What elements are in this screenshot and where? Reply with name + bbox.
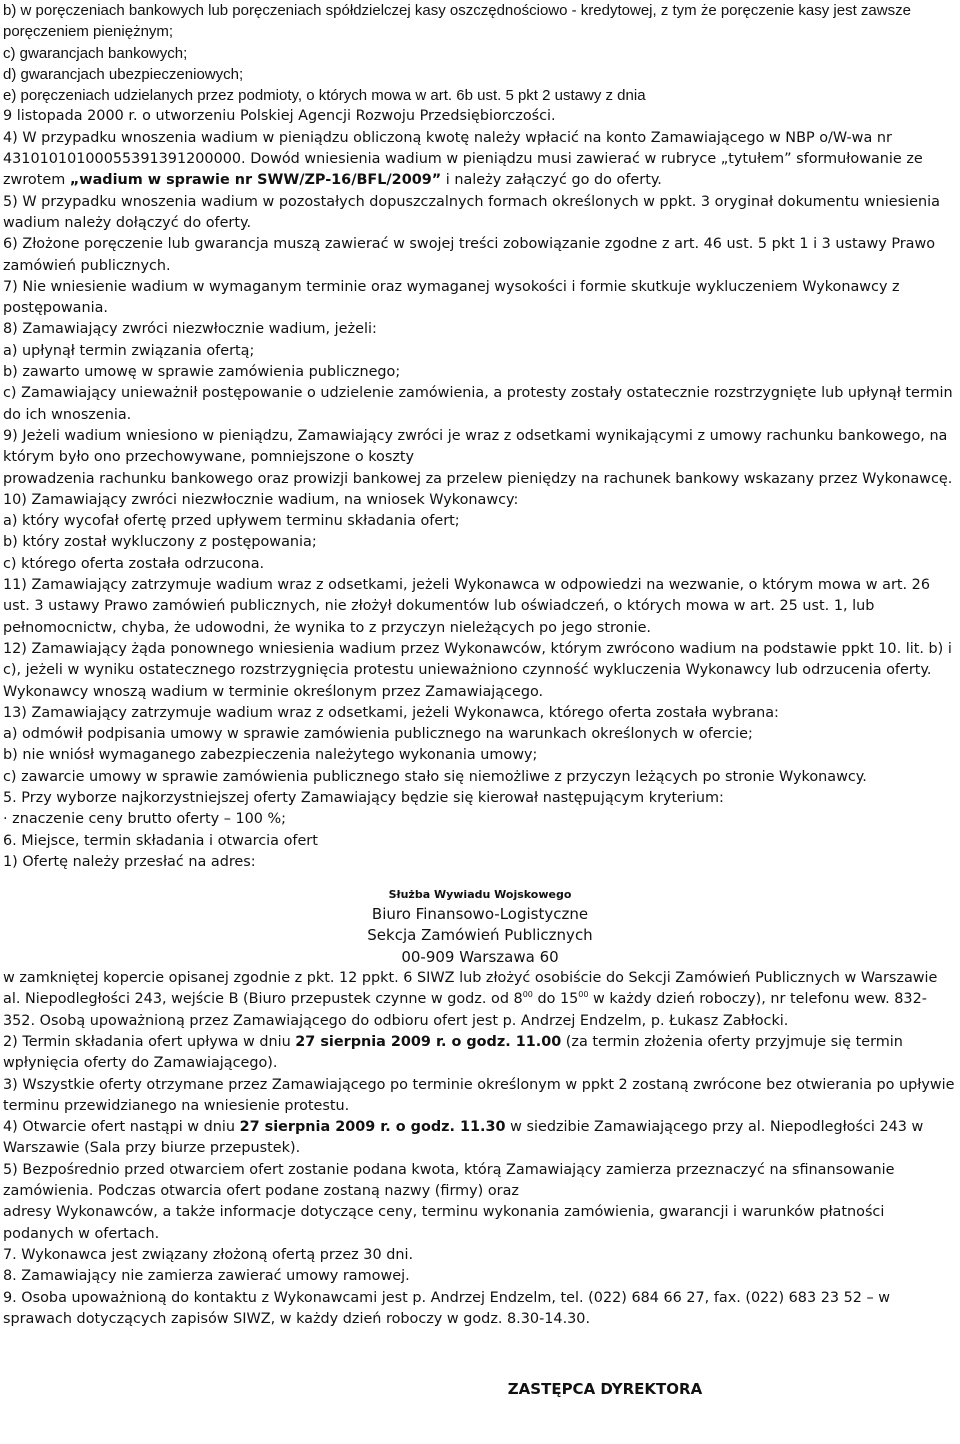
para-8a: a) upłynął termin związania ofertą; <box>3 342 255 359</box>
para-7: 7) Nie wniesienie wadium w wymaganym terminie oraz wymaganej wysokości i formie skutkuje wykluczeniem Wykonawcy z postępowania. <box>3 278 900 317</box>
deadline-date-bold: 27 sierpnia 2009 r. o godz. 11.00 <box>295 1033 562 1050</box>
para-9-cont: prowadzenia rachunku bankowego oraz prowizji bankowej za przelew pieniędzy na rachunek bankowy wskazany przez Wykonawcę. <box>3 470 953 487</box>
deadline-item <box>3 1032 957 1075</box>
wadium-title-bold: „wadium w sprawie nr SWW/ZP-16/BFL/2009” <box>69 172 442 189</box>
address-line-2: Sekcja Zamówień Publicznych <box>367 926 593 945</box>
address-line-1: Biuro Finansowo-Logistyczne <box>371 905 589 924</box>
section-9: 9. Osoba upoważnioną do kontaktu z Wykonawcami jest p. Andrzej Endzelm, tel. (022) 684 66 27, fax. (022) 683 23 52 – w sprawach dotyczących zapisów SIWZ, w każdy dzień roboczy w godz. 8.30-14.30. <box>3 1289 891 1327</box>
para-12: 12) Zamawiający żąda ponownego wniesienia wadium przez Wykonawców, którym zwrócono wadium na podstawie ppkt 10. lit. b) i c), jeżeli w wyniku ostatecznego rozstrzygnięcia protestu unieważniono czynność wykluczenia Wykonawcy lub odrzucenia oferty. Wykonawcy wnoszą wadium w terminie określonym przez Zamawiającego. <box>3 640 952 700</box>
section-8: 8. Zamawiający nie zamierza zawierać umowy ramowej. <box>3 1268 410 1285</box>
para-4-text: 4) W przypadku wnoszenia wadium w pieniądzu obliczoną kwotę należy wpłacić na konto Zamawiającego w NBP o/W-wa nr 43101010100055391391200000. Dowód wniesienia wadium w pieniądzu musi zawierać w rubryce „tytułem” sformułowanie ze zwrotem <box>3 129 923 189</box>
amount-item: 5) Bezpośrednio przed otwarciem ofert zostanie podana kwota, którą Zamawiający zamierza przeznaczyć na sfinansowanie zamówienia. Podczas otwarcia ofert podane zostaną nazwy (firmy) oraz <box>3 1161 895 1200</box>
para-c: c) gwarancjach bankowych; <box>3 44 188 62</box>
para-b: b) w poręczeniach bankowych lub poręczeniach spółdzielczej kasy oszczędnościowo - kredytowej, z tym że poręczenie kasy jest zawsze poręczeniem pieniężnym; <box>3 2 911 41</box>
opening-text: 4) Otwarcie ofert nastąpi w dniu <box>3 1119 240 1136</box>
para-8: 8) Zamawiający zwróci niezwłocznie wadium, jeżeli: <box>3 321 377 338</box>
deadline-tail: (za termin złożenia oferty przyjmuje się termin wpłynięcia oferty do Zamawiającego). <box>3 1033 903 1072</box>
section-6-heading: 6. Miejsce, termin składania i otwarcia ofert <box>3 832 318 849</box>
address-block <box>3 885 957 968</box>
deadline-text: 2) Termin składania ofert upływa w dniu <box>3 1033 296 1050</box>
para-10a: a) który wycofał ofertę przed upływem terminu składania ofert; <box>3 513 460 530</box>
envelope-instructions <box>3 968 957 1032</box>
para-8c: c) Zamawiający unieważnił postępowanie o udzielenie zamówienia, a protesty zostały ostatecznie rozstrzygnięte lub upłynął termin do ich wnoszenia. <box>3 385 953 423</box>
para-d: d) gwarancjach ubezpieczeniowych; <box>3 65 244 83</box>
amount-item-cont: adresy Wykonawców, a także informacje dotyczące ceny, terminu wykonania zamówienia, gwarancji i warunków płatności podanych w ofertach. <box>3 1204 885 1242</box>
hour-sup-open: 00 <box>522 990 533 1000</box>
para-4-tail: i należy załączyć go do oferty. <box>441 172 662 189</box>
para-5: 5) W przypadku wnoszenia wadium w pozostałych dopuszczalnych formach określonych w ppkt. 3 oryginał dokumentu wniesienia wadium należy dołączyć do oferty. <box>3 193 940 231</box>
opening-date-bold: 27 sierpnia 2009 r. o godz. 11.30 <box>239 1119 506 1136</box>
para-10: 10) Zamawiający zwróci niezwłocznie wadium, na wniosek Wykonawcy: <box>3 491 519 508</box>
para-8b: b) zawarto umowę w sprawie zamówienia publicznego; <box>3 364 401 381</box>
para-13b: b) nie wniósł wymaganego zabezpieczenia należytego wykonania umowy; <box>3 747 538 764</box>
signature-title: ZASTĘPCA DYREKTORA <box>507 1380 703 1399</box>
para-13a: a) odmówił podpisania umowy w sprawie zamówienia publicznego na warunkach określonych w ofercie; <box>3 726 753 743</box>
address-line-3: 00-909 Warszawa 60 <box>401 947 559 966</box>
para-6: 6) Złożone poręczenie lub gwarancja muszą zawierać w swojej treści zobowiązanie zgodne z art. 46 ust. 5 pkt 1 i 3 ustawy Prawo zamówień publicznych. <box>3 236 936 274</box>
envelope-text-mid: do 15 <box>532 991 579 1008</box>
para-9: 9) Jeżeli wadium wniesiono w pieniądzu, Zamawiający zwróci je wraz z odsetkami wynikającymi z umowy rachunku bankowego, na którym było ono przechowywane, pomniejszone o koszty <box>3 427 948 466</box>
para-10c: c) którego oferta została odrzucona. <box>3 555 265 572</box>
hour-sup-close: 00 <box>578 990 589 1000</box>
envelope-text: w zamkniętej kopercie opisanej zgodnie z pkt. 12 ppkt. 6 SIWZ lub złożyć osobiście do Sekcji Zamówień Publicznych w Warszawie al. Niepodległości 243, wejście B (Biuro przepustek czynne w godz. od 8 <box>3 970 938 1008</box>
opening-tail: w siedzibie Zamawiającego przy al. Niepodległości 243 w Warszawie (Sala przy biurze przepustek). <box>3 1119 924 1157</box>
para-13: 13) Zamawiający zatrzymuje wadium wraz z odsetkami, jeżeli Wykonawca, którego oferta została wybrana: <box>3 704 779 721</box>
para-e: e) poręczeniach udzielanych przez podmioty, o których mowa w art. 6b ust. 5 pkt 2 ustawy z dnia <box>3 87 646 105</box>
section-5: 5. Przy wyborze najkorzystniejszej oferty Zamawiający będzie się kierował następującym kryterium: <box>3 789 724 806</box>
late-offers-item: 3) Wszystkie oferty otrzymane przez Zamawiającego po terminie określonym w ppkt 2 zostaną zwrócone bez otwierania po upływie terminu przewidzianego na wniesienie protestu. <box>3 1076 955 1114</box>
para-4 <box>3 128 957 192</box>
section-7: 7. Wykonawca jest związany złożoną ofertą przez 30 dni. <box>3 1246 414 1263</box>
section-6-item-1: 1) Ofertę należy przesłać na adres: <box>3 853 256 870</box>
para-e-cont: 9 listopada 2000 r. o utworzeniu Polskiej Agencji Rozwoju Przedsiębiorczości. <box>3 108 556 125</box>
para-11: 11) Zamawiający zatrzymuje wadium wraz z odsetkami, jeżeli Wykonawca w odpowiedzi na wezwanie, o którym mowa w art. 26 ust. 3 ustawy Prawo zamówień publicznych, nie złożył dokumentów lub oświadczeń, o których mowa w art. 25 ust. 1, lub pełnomocnictw, chyba, że udowodni, że wynika to z przyczyn nieleżących po jego stronie. <box>3 577 930 636</box>
para-13c: c) zawarcie umowy w sprawie zamówienia publicznego stało się niemożliwe z przyczyn leżących po stronie Wykonawcy. <box>3 768 867 785</box>
address-org: Służba Wywiadu Wojskowego <box>388 888 572 902</box>
para-10b: b) który został wykluczony z postępowania; <box>3 534 317 551</box>
section-5-criterion: · znaczenie ceny brutto oferty – 100 %; <box>3 811 287 828</box>
envelope-text-end: w każdy dzień roboczy), nr telefonu wew. 832-352. Osobą upoważnioną przez Zamawiającego do odbioru ofert jest p. Andrzej Endzelm, p. Łukasz Zabłocki. <box>3 991 927 1029</box>
opening-item <box>3 1117 957 1160</box>
